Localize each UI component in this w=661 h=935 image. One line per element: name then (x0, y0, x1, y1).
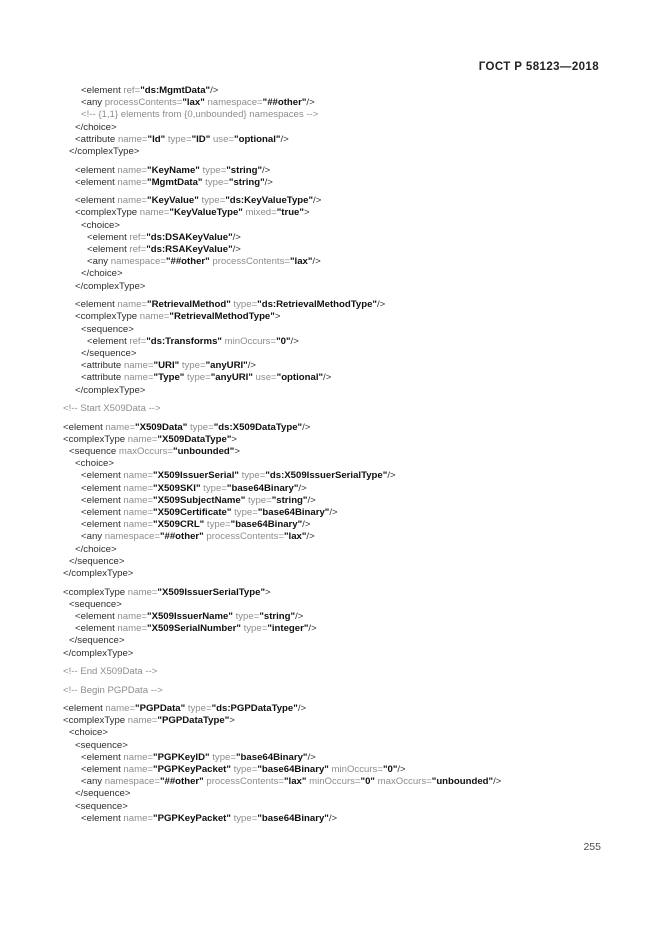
code-line (63, 85, 651, 97)
code-line (63, 256, 651, 268)
xml-attribute-name: type= (232, 610, 260, 622)
xml-attribute-value: "ds:PGPDataType" (211, 703, 298, 715)
xml-attribute-value: "RetrievalMethodType" (169, 311, 275, 323)
xml-attribute-value: "string" (259, 610, 296, 622)
xml-attribute-value: "##other" (165, 256, 210, 268)
xml-tag: <element (75, 195, 118, 207)
xml-attribute-value: "KeyValue" (147, 195, 199, 207)
xml-tag: /> (262, 164, 271, 176)
xml-tag: <element (75, 176, 118, 188)
xml-tag: /> (306, 97, 315, 109)
xml-comment: <!-- Begin PGPData --> (63, 684, 163, 696)
xml-tag: <element (81, 494, 124, 506)
code-line (63, 458, 651, 470)
xml-attribute-name: type= (231, 506, 258, 518)
code-line (63, 268, 651, 280)
code-line (63, 422, 651, 434)
xml-attribute-value: "X509Certificate" (153, 506, 232, 518)
xml-tag: <attribute (81, 360, 124, 372)
xml-attribute-name: ref= (123, 85, 141, 96)
xml-tag: <sequence> (69, 598, 122, 610)
xml-attribute-name: name= (105, 703, 136, 715)
code-line (63, 788, 651, 800)
xml-attribute-value: "anyURI" (205, 360, 248, 372)
xml-attribute-name: name= (139, 207, 170, 219)
xml-tag: <any (87, 256, 111, 268)
code-line (63, 177, 651, 189)
code-line (63, 244, 651, 256)
xml-attribute-value: "base64Binary" (257, 812, 329, 824)
xml-attribute-value: "RetrievalMethod" (147, 299, 231, 311)
xml-tag: > (265, 586, 271, 598)
xml-attribute-name: ref= (129, 335, 147, 347)
xml-attribute-name: type= (230, 764, 258, 776)
code-line (63, 764, 651, 776)
xml-attribute-value: "ds:Transforms" (146, 335, 222, 347)
code-line (63, 299, 651, 311)
code-line (63, 446, 651, 458)
xml-tag: /> (210, 85, 219, 96)
xml-tag: <element (81, 519, 124, 531)
code-line (63, 611, 651, 623)
code-line (63, 311, 651, 323)
xml-attribute-name: name= (139, 311, 170, 323)
xml-attribute-name: name= (117, 195, 148, 207)
xml-tag: /> (323, 372, 332, 384)
xml-attribute-name: type= (204, 519, 231, 531)
code-line (63, 715, 651, 727)
xml-tag: </complexType> (69, 146, 140, 158)
xml-tag: </complexType> (75, 384, 146, 396)
xml-tag: <any (81, 776, 105, 788)
xml-attribute-name: name= (127, 433, 158, 445)
xml-attribute-name: type= (185, 703, 212, 715)
xml-tag: <complexType (63, 433, 128, 445)
xml-attribute-value: "PGPData" (135, 703, 186, 715)
code-line (63, 685, 651, 697)
xml-tag: /> (290, 335, 299, 347)
xml-attribute-name: type= (240, 623, 268, 635)
xml-attribute-name: use= (252, 372, 277, 384)
xml-tag: </sequence> (81, 347, 137, 359)
xml-attribute-name: type= (200, 482, 227, 494)
code-line (63, 635, 651, 647)
xml-tag: /> (302, 421, 311, 433)
xml-comment: <!-- Start X509Data --> (63, 403, 161, 415)
xml-attribute-name: type= (199, 164, 227, 176)
xml-attribute-name: processContents= (104, 97, 183, 109)
code-line (63, 740, 651, 752)
xml-attribute-value: "string" (226, 164, 262, 176)
xml-attribute-name: maxOccurs= (118, 445, 174, 457)
xml-attribute-name: name= (127, 715, 158, 727)
xml-tag: </choice> (75, 543, 117, 555)
xml-attribute-value: "##other" (159, 531, 204, 543)
xml-tag: </complexType> (63, 568, 134, 579)
xml-tag: <any (81, 97, 105, 109)
code-line (63, 727, 651, 739)
code-line (63, 623, 651, 635)
code-line (63, 336, 651, 348)
xml-attribute-value: "PGPKeyID" (153, 751, 210, 763)
xml-attribute-value: "##other" (262, 97, 307, 109)
xml-tag: <complexType (75, 311, 140, 323)
xml-tag: /> (308, 623, 317, 635)
xml-attribute-name: name= (117, 164, 148, 176)
xml-tag: <element (81, 812, 124, 824)
xml-attribute-name: minOccurs= (328, 764, 383, 776)
code-line (63, 165, 651, 177)
xml-tag: <element (81, 470, 124, 482)
xml-attribute-value: "ID" (191, 133, 211, 145)
code-line (63, 483, 651, 495)
xml-attribute-value: "X509IssuerSerialType" (157, 586, 265, 598)
xml-tag: /> (328, 812, 338, 824)
code-line (63, 801, 651, 813)
xml-attribute-name: type= (187, 421, 214, 433)
xml-tag: /> (232, 244, 241, 256)
xml-tag: </complexType> (63, 647, 134, 659)
xml-attribute-value: "base64Binary" (257, 764, 329, 776)
code-line (63, 703, 651, 715)
xml-attribute-value: "base64Binary" (230, 519, 303, 531)
xml-tag: <choice> (75, 458, 114, 470)
xml-tag: <element (63, 703, 106, 715)
xml-attribute-value: "ds:X509IssuerSerialType" (265, 470, 388, 482)
xml-tag: /> (307, 494, 316, 506)
xml-attribute-value: "true" (276, 207, 304, 219)
xml-attribute-name: name= (105, 421, 136, 433)
code-line (63, 556, 651, 568)
xml-tag: > (231, 433, 237, 445)
code-line (63, 403, 651, 415)
xml-attribute-value: "lax" (182, 97, 205, 109)
xml-tag: <element (81, 751, 124, 763)
xml-attribute-value: "Type" (153, 372, 185, 384)
xml-attribute-value: "optional" (234, 133, 281, 145)
xml-attribute-value: "ds:RetrievalMethodType" (257, 299, 377, 311)
xml-tag: <attribute (75, 133, 118, 145)
xml-attribute-name: ref= (129, 244, 147, 256)
xml-attribute-value: "X509SKI" (153, 482, 201, 494)
xml-tag: </choice> (75, 121, 117, 133)
code-line (63, 134, 651, 146)
xml-tag: <element (87, 244, 130, 256)
xml-attribute-name: namespace= (104, 531, 160, 543)
xml-tag: /> (387, 470, 396, 482)
code-line (63, 470, 651, 482)
xml-comment: <!-- {1,1} elements from {0,unbounded} namespaces --> (81, 109, 319, 121)
xml-tag: <complexType (63, 715, 128, 727)
xml-attribute-value: "string" (228, 176, 265, 188)
xml-attribute-value: "URI" (153, 360, 180, 372)
code-line (63, 752, 651, 764)
xml-attribute-name: name= (117, 623, 148, 635)
xml-attribute-name: name= (123, 751, 154, 763)
xml-attribute-name: name= (117, 299, 148, 311)
xml-attribute-name: ref= (129, 231, 147, 243)
xml-attribute-value: "X509SerialNumber" (147, 623, 241, 635)
code-line (63, 372, 651, 384)
xml-attribute-name: name= (123, 482, 154, 494)
xml-tag: <complexType (63, 586, 128, 598)
xml-tag: <element (87, 231, 130, 243)
xml-attribute-name: namespace= (204, 97, 263, 109)
xml-attribute-value: "X509IssuerName" (147, 610, 233, 622)
xml-attribute-name: type= (165, 133, 192, 145)
xml-attribute-value: "X509SubjectName" (153, 494, 246, 506)
xml-tag: <element (81, 482, 124, 494)
xml-tag: <element (75, 623, 118, 635)
code-line (63, 495, 651, 507)
xml-tag: <attribute (81, 372, 124, 384)
xml-attribute-value: "string" (271, 494, 308, 506)
xml-tag: /> (302, 519, 311, 531)
code-line (63, 599, 651, 611)
xml-attribute-value: "integer" (267, 623, 309, 635)
xml-tag: <sequence> (81, 323, 134, 335)
xml-attribute-value: "ds:DSAKeyValue" (146, 231, 233, 243)
xml-attribute-value: "lax" (283, 531, 307, 543)
xml-tag: <element (81, 85, 124, 96)
xml-tag: /> (306, 531, 315, 543)
xml-tag: /> (264, 176, 273, 188)
xml-attribute-value: "MgmtData" (147, 176, 203, 188)
xml-attribute-value: "PGPKeyPacket" (153, 812, 231, 824)
xml-attribute-value: "##other" (159, 776, 204, 788)
xml-tag: /> (397, 764, 406, 776)
code-line (63, 109, 651, 121)
xml-attribute-name: processContents= (203, 531, 284, 543)
xml-attribute-name: minOccurs= (221, 335, 277, 347)
xml-comment: <!-- End X509Data --> (63, 666, 158, 678)
xml-tag: <element (75, 610, 118, 622)
xml-attribute-name: type= (245, 494, 272, 506)
xml-attribute-value: "X509IssuerSerial" (153, 470, 239, 482)
code-line (63, 146, 651, 158)
xml-attribute-name: name= (123, 519, 154, 531)
code-line (63, 220, 651, 232)
xml-tag: <any (81, 531, 105, 543)
xml-attribute-name: name= (123, 470, 154, 482)
xml-attribute-value: "X509DataType" (157, 433, 232, 445)
xml-tag: > (274, 311, 281, 323)
xml-attribute-name: mixed= (242, 207, 277, 219)
xml-attribute-name: name= (117, 176, 148, 188)
xml-tag: <element (81, 764, 124, 776)
xml-attribute-name: processContents= (203, 776, 284, 788)
xml-attribute-value: "PGPKeyPacket" (153, 764, 231, 776)
xml-tag: <element (87, 335, 130, 347)
xml-attribute-name: name= (123, 360, 154, 372)
xml-tag: </sequence> (75, 788, 131, 800)
xml-tag: > (303, 207, 310, 219)
xml-tag: /> (298, 482, 307, 494)
xml-attribute-name: name= (127, 586, 158, 598)
xml-attribute-name: namespace= (104, 776, 160, 788)
code-line (63, 531, 651, 543)
code-line (63, 97, 651, 109)
xml-tag: > (229, 715, 235, 727)
xml-tag: /> (232, 231, 241, 243)
xml-attribute-value: "lax" (289, 256, 313, 268)
xml-schema-code (63, 85, 651, 825)
code-line (63, 776, 651, 788)
xml-attribute-value: "lax" (283, 776, 307, 788)
xml-tag: /> (329, 506, 338, 518)
xml-tag: /> (493, 776, 502, 788)
code-line (63, 666, 651, 678)
xml-attribute-value: "base64Binary" (226, 482, 299, 494)
xml-attribute-value: "base64Binary" (235, 751, 308, 763)
xml-attribute-value: "0" (276, 335, 291, 347)
code-line (63, 324, 651, 336)
xml-tag: /> (313, 195, 322, 207)
code-line (63, 568, 651, 580)
code-line (63, 348, 651, 360)
xml-tag: <sequence> (75, 800, 128, 812)
xml-attribute-value: "anyURI" (210, 372, 253, 384)
xml-attribute-value: "unbounded" (431, 776, 494, 788)
xml-attribute-name: type= (179, 360, 206, 372)
xml-attribute-value: "PGPDataType" (157, 715, 230, 727)
xml-attribute-name: type= (230, 299, 258, 311)
xml-tag: </choice> (81, 268, 123, 280)
xml-tag: <choice> (81, 219, 120, 231)
xml-tag: /> (312, 256, 321, 268)
xml-tag: </sequence> (69, 555, 125, 567)
xml-attribute-name: namespace= (110, 256, 166, 268)
xml-attribute-name: name= (123, 506, 154, 518)
xml-attribute-name: name= (117, 133, 148, 145)
xml-attribute-value: "ds:RSAKeyValue" (146, 244, 233, 256)
xml-attribute-value: "X509CRL" (153, 519, 205, 531)
xml-tag: /> (376, 299, 386, 311)
code-line (63, 507, 651, 519)
xml-attribute-name: name= (123, 764, 154, 776)
xml-tag: </complexType> (75, 280, 146, 292)
xml-attribute-name: maxOccurs= (374, 776, 432, 788)
xml-attribute-name: name= (123, 494, 154, 506)
xml-attribute-value: "ds:MgmtData" (140, 85, 211, 96)
code-line (63, 385, 651, 397)
xml-attribute-value: "ds:X509DataType" (213, 421, 303, 433)
xml-tag: > (234, 445, 240, 457)
xml-attribute-value: "ds:KeyValueType" (225, 195, 314, 207)
xml-attribute-value: "X509Data" (135, 421, 188, 433)
xml-attribute-name: name= (123, 812, 154, 824)
code-line (63, 519, 651, 531)
xml-attribute-name: processContents= (209, 256, 290, 268)
xml-tag: <complexType (75, 207, 140, 219)
xml-attribute-value: "0" (382, 764, 398, 776)
code-line (63, 434, 651, 446)
xml-attribute-name: name= (123, 372, 154, 384)
xml-tag: <sequence (69, 445, 119, 457)
xml-attribute-value: "KeyValueType" (169, 207, 243, 219)
xml-tag: <element (75, 299, 118, 311)
xml-tag: <element (81, 506, 124, 518)
xml-attribute-value: "Id" (147, 133, 166, 145)
xml-attribute-name: name= (117, 610, 148, 622)
xml-tag: /> (297, 703, 307, 715)
page-number: 255 (583, 841, 601, 853)
xml-tag: /> (247, 360, 257, 372)
xml-tag: </sequence> (69, 635, 125, 647)
xml-tag: /> (280, 133, 289, 145)
xml-attribute-name: type= (184, 372, 211, 384)
xml-attribute-name: minOccurs= (306, 776, 361, 788)
code-line (63, 232, 651, 244)
code-line (63, 587, 651, 599)
xml-attribute-value: "optional" (276, 372, 324, 384)
code-line (63, 544, 651, 556)
xml-attribute-name: type= (198, 195, 226, 207)
xml-attribute-value: "KeyName" (147, 164, 200, 176)
xml-tag: <sequence> (75, 739, 128, 751)
xml-attribute-name: type= (238, 470, 266, 482)
xml-attribute-value: "0" (360, 776, 375, 788)
xml-attribute-name: use= (210, 133, 235, 145)
code-line (63, 122, 651, 134)
xml-tag: <element (63, 421, 106, 433)
xml-attribute-name: type= (202, 176, 229, 188)
code-line (63, 360, 651, 372)
xml-attribute-value: "unbounded" (173, 445, 235, 457)
code-line (63, 281, 651, 293)
xml-attribute-value: "base64Binary" (257, 506, 330, 518)
code-line (63, 195, 651, 207)
code-line (63, 648, 651, 660)
xml-tag: /> (307, 751, 316, 763)
document-header: ГОСТ Р 58123—2018 (478, 61, 599, 73)
code-line (63, 813, 651, 825)
xml-tag: <choice> (69, 727, 108, 739)
xml-attribute-name: type= (230, 812, 258, 824)
code-line (63, 207, 651, 219)
xml-tag: /> (295, 610, 304, 622)
xml-attribute-name: type= (209, 751, 236, 763)
xml-tag: <element (75, 164, 118, 176)
